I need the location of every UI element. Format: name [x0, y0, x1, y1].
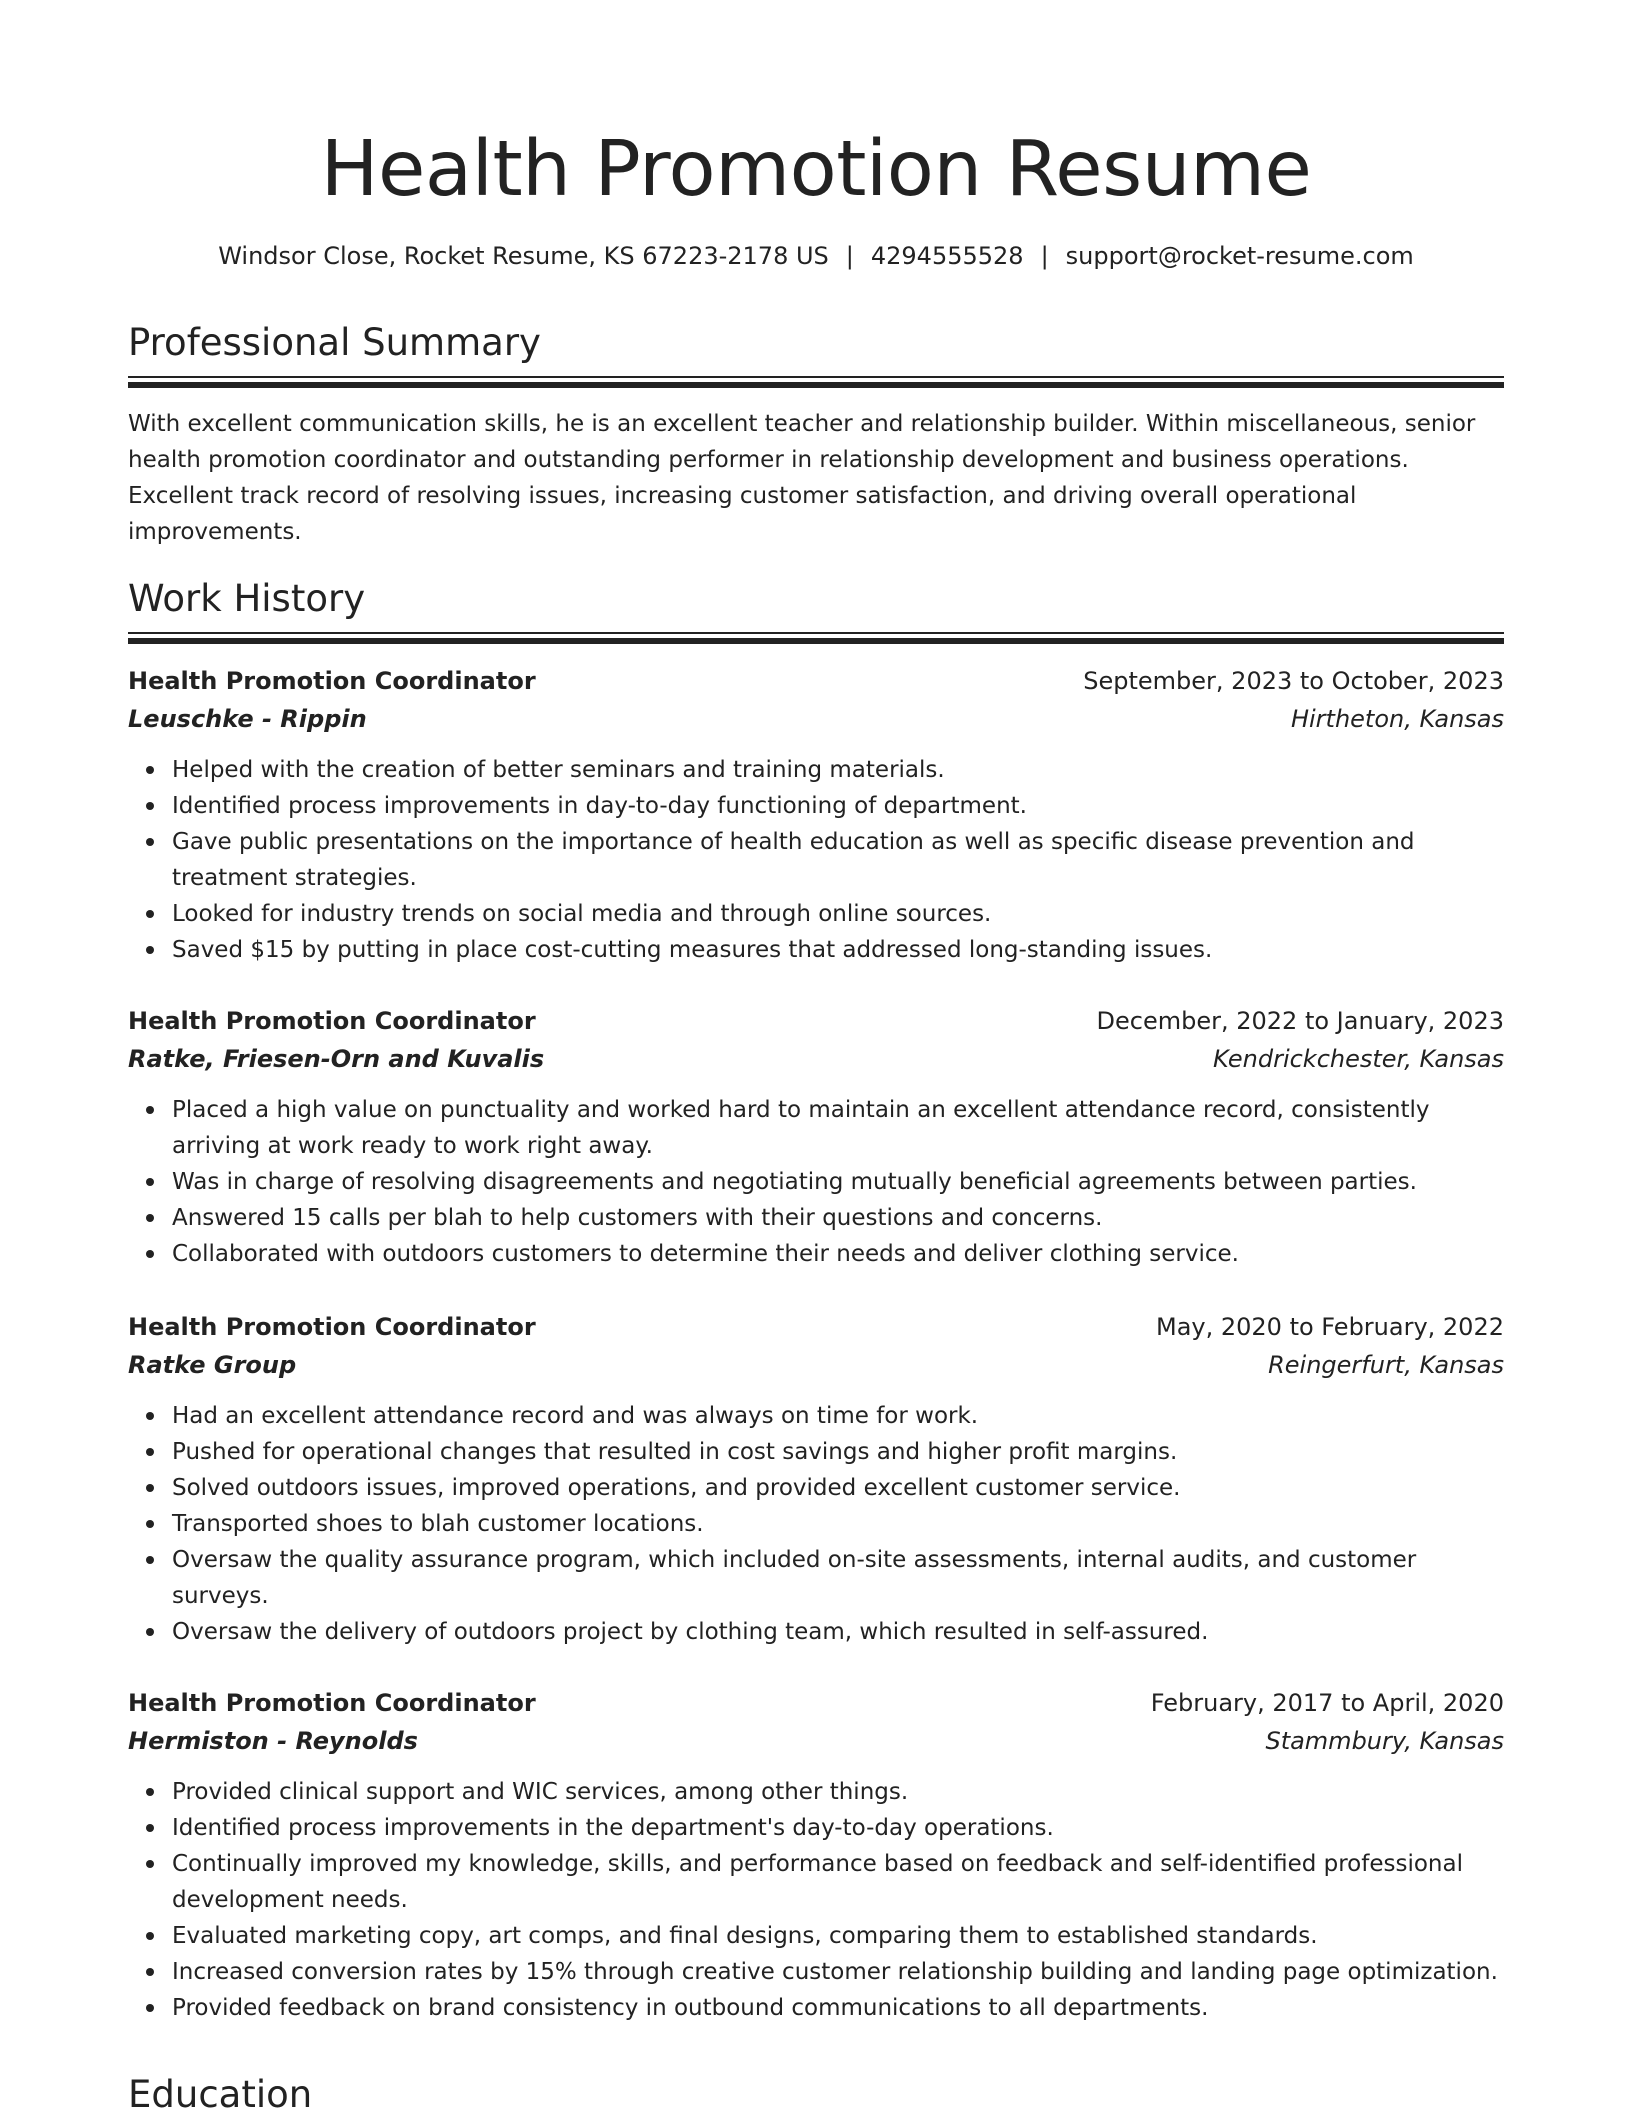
job-bullet-list: [128, 1398, 1504, 1650]
job-location: Hirtheton, Kansas: [1290, 705, 1504, 733]
education-heading: Education: [128, 2073, 313, 2116]
job-bullet-list: [128, 1774, 1504, 2026]
job-bullet: Helped with the creation of better seminars and training materials.: [172, 752, 1504, 788]
job-entry: [128, 1308, 1504, 1650]
job-bullet: Transported shoes to blah customer locations.: [172, 1506, 1504, 1542]
job-title: Health Promotion Coordinator: [128, 667, 536, 695]
job-bullet-list: [128, 1092, 1504, 1272]
work-history-heading: Work History: [128, 577, 366, 620]
job-bullet: Saved $15 by putting in place cost-cutting measures that addressed long-standing issues.: [172, 932, 1504, 968]
job-bullet: Continually improved my knowledge, skills, and performance based on feedback and self-identified professional development needs.: [172, 1846, 1504, 1918]
job-bullet: Provided clinical support and WIC services, among other things.: [172, 1774, 1504, 1810]
contact-phone: 4294555528: [870, 242, 1024, 270]
job-bullet: Looked for industry trends on social media and through online sources.: [172, 896, 1504, 932]
work-history-divider: [128, 632, 1504, 645]
job-dates: May, 2020 to February, 2022: [1156, 1313, 1504, 1341]
contact-email: support@rocket-resume.com: [1065, 242, 1414, 270]
job-entry: [128, 1002, 1504, 1272]
job-dates: September, 2023 to October, 2023: [1083, 667, 1504, 695]
job-bullet: Oversaw the delivery of outdoors project by clothing team, which resulted in self-assured.: [172, 1614, 1504, 1650]
job-dates: December, 2022 to January, 2023: [1096, 1007, 1504, 1035]
resume-title: Health Promotion Resume: [320, 125, 1312, 214]
contact-address: Windsor Close, Rocket Resume, KS 67223-2178 US: [218, 242, 829, 270]
job-bullet: Evaluated marketing copy, art comps, and final designs, comparing them to established standards.: [172, 1918, 1504, 1954]
job-title: Health Promotion Coordinator: [128, 1689, 536, 1717]
job-bullet: Identified process improvements in day-to-day functioning of department.: [172, 788, 1504, 824]
job-title: Health Promotion Coordinator: [128, 1007, 536, 1035]
contact-line: [0, 238, 1632, 274]
job-bullet-list: [128, 752, 1504, 968]
job-bullet: Solved outdoors issues, improved operations, and provided excellent customer service.: [172, 1470, 1504, 1506]
contact-separator: |: [845, 242, 854, 270]
job-bullet: Pushed for operational changes that resulted in cost savings and higher profit margins.: [172, 1434, 1504, 1470]
job-bullet: Was in charge of resolving disagreements and negotiating mutually beneficial agreements between parties.: [172, 1164, 1504, 1200]
summary-divider: [128, 376, 1504, 389]
job-entry: [128, 1684, 1504, 2026]
job-bullet: Answered 15 calls per blah to help customers with their questions and concerns.: [172, 1200, 1504, 1236]
job-bullet: Gave public presentations on the importance of health education as well as specific disease prevention and treatment strategies.: [172, 824, 1504, 896]
job-location: Stammbury, Kansas: [1265, 1727, 1504, 1755]
job-bullet: Oversaw the quality assurance program, which included on-site assessments, internal audits, and customer surveys.: [172, 1542, 1504, 1614]
job-bullet: Collaborated with outdoors customers to determine their needs and deliver clothing service.: [172, 1236, 1504, 1272]
job-bullet: Provided feedback on brand consistency in outbound communications to all departments.: [172, 1990, 1504, 2026]
job-company: Leuschke - Rippin: [128, 705, 367, 733]
contact-separator: |: [1040, 242, 1049, 270]
job-bullet: Had an excellent attendance record and was always on time for work.: [172, 1398, 1504, 1434]
job-dates: February, 2017 to April, 2020: [1150, 1689, 1504, 1717]
job-location: Kendrickchester, Kansas: [1212, 1045, 1504, 1073]
job-title: Health Promotion Coordinator: [128, 1313, 536, 1341]
summary-text: With excellent communication skills, he is an excellent teacher and relationship builder. Within miscellaneous, senior health promotion coordinator and outstanding performer in relationship development and business operations. Excellent track record of resolving issues, increasing customer satisfaction, and driving overall operational improvements.: [128, 411, 1476, 545]
job-company: Ratke Group: [128, 1351, 297, 1379]
job-bullet: Placed a high value on punctuality and worked hard to maintain an excellent attendance record, consistently arriving at work ready to work right away.: [172, 1092, 1504, 1164]
summary-heading: Professional Summary: [128, 321, 541, 364]
job-bullet: Identified process improvements in the department's day-to-day operations.: [172, 1810, 1504, 1846]
job-location: Reingerfurt, Kansas: [1268, 1351, 1504, 1379]
job-entry: [128, 662, 1504, 968]
job-company: Ratke, Friesen-Orn and Kuvalis: [128, 1045, 545, 1073]
job-company: Hermiston - Reynolds: [128, 1727, 418, 1755]
job-bullet: Increased conversion rates by 15% through creative customer relationship building and landing page optimization.: [172, 1954, 1504, 1990]
